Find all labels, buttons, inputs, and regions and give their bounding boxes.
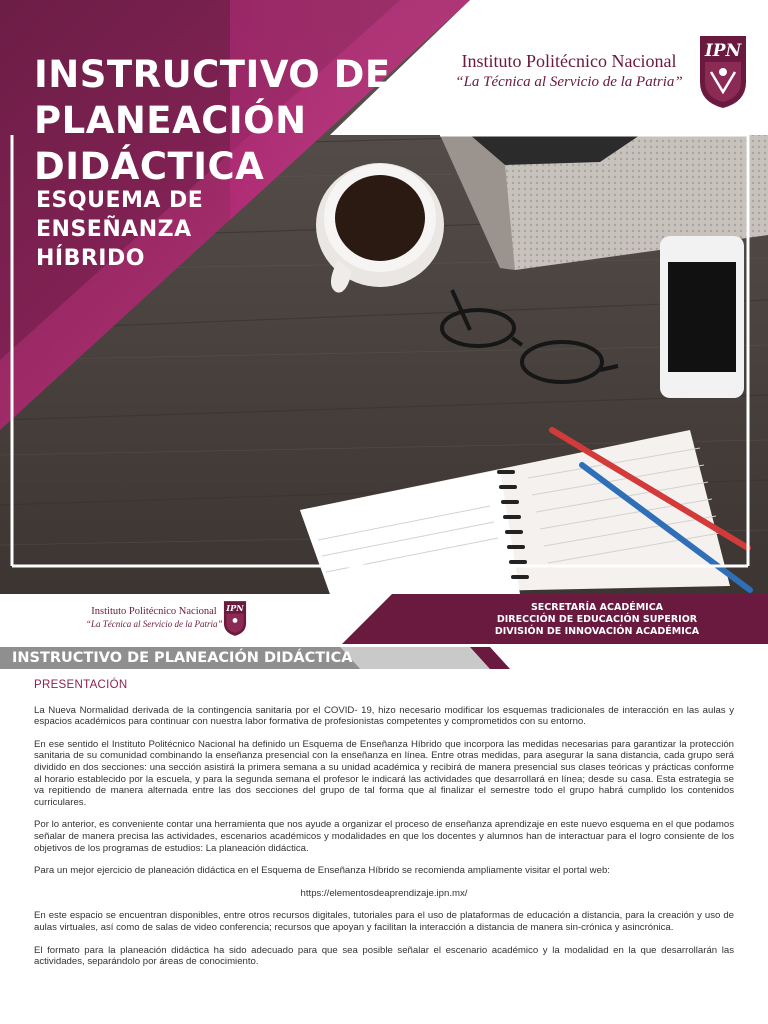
secretaria-line: DIRECCIÓN DE EDUCACIÓN SUPERIOR	[496, 614, 698, 625]
secretaria-line: SECRETARÍA ACADÉMICA	[530, 602, 664, 613]
presentation-page	[0, 594, 768, 1024]
paragraph: La Nueva Normalidad derivada de la contingencia sanitaria por el COVID- 19, hizo necesario modificar los esquemas tradicionales de interacción en las aulas y espacios académicos para continuar con nuestra labor formativa de profesionistas competentes y comprometidos con su entorno.	[34, 704, 734, 728]
secretaria-lines	[442, 602, 752, 638]
paragraph: El formato para la planeación didáctica ha sido adecuado para que sea posible señalar el escenario académico y la modalidad en la que desarrollarán las actividades, separándolo por áreas de conocimiento.	[34, 944, 734, 968]
institution-name: Instituto Politécnico Nacional	[461, 51, 677, 71]
institution-motto: “La Técnica al Servicio de la Patria”	[455, 74, 683, 90]
cover-title	[34, 52, 391, 190]
paragraph: Por lo anterior, es conveniente contar una herramienta que nos ayude a organizar el proceso de enseñanza aprendizaje en este nuevo esquema en el que podamos señalar de manera precisa las actividades, escenarios académicos y modalidades en que los docentes y alumnos han de interactuar para el logro consiente de los objetivos de los programas de estudios: La planeación didáctica.	[34, 819, 734, 854]
portal-url[interactable]: https://elementosdeaprendizaje.ipn.mx/	[300, 887, 468, 899]
cover-title-line: INSTRUCTIVO DE	[34, 53, 391, 96]
cover-title-line: DIDÁCTICA	[34, 145, 265, 188]
cover-subtitle-line: ESQUEMA DE	[36, 188, 204, 213]
logo-lettering: IPN	[226, 602, 244, 613]
presentation-content	[34, 680, 734, 979]
title-band	[0, 647, 768, 669]
ipn-logo	[696, 32, 750, 110]
institution-motto: “La Técnica al Servicio de la Patria”	[86, 619, 223, 629]
logo-lettering: IPN	[704, 41, 742, 61]
cover-title-line: PLANEACIÓN	[34, 99, 307, 142]
ipn-logo	[222, 598, 248, 638]
paragraph: Para un mejor ejercicio de planeación didáctica en el Esquema de Enseñanza Híbrido se recomienda ampliamente visitar el portal web:	[34, 865, 610, 877]
band-title: INSTRUCTIVO DE PLANEACIÓN DIDÁCTICA	[12, 650, 353, 666]
institution-name: Instituto Politécnico Nacional	[91, 606, 217, 617]
cover-subtitle-line: ENSEÑANZA	[36, 217, 192, 242]
cover-subtitle	[36, 186, 203, 273]
secretaria-line: DIVISIÓN DE INNOVACIÓN ACADÉMICA	[494, 626, 700, 637]
cover-institution	[446, 50, 692, 92]
cover-subtitle-line: HÍBRIDO	[36, 246, 145, 271]
paragraph: En este espacio se encuentran disponibles, entre otros recursos digitales, tutoriales para el uso de plataformas de educación a distancia, para la creación y uso de aulas virtuales, así como de salas de video conferencia; recursos que apoyan y facilitan la interacción a distancia de manera sin-crónica y asincrónica.	[34, 910, 734, 933]
paragraph: En ese sentido el Instituto Politécnico Nacional ha definido un Esquema de Enseñanza Híbrido que incorpora las medidas necesarias para garantizar la protección sanitaria de su comunidad combinando la enseñanza presencial con la enseñanza en línea. Entre otras medidas, para asegurar la sana distancia, cada grupo será dividido en dos secciones: una sección asistirá la primera semana a su unidad académica y recibirá de manera presencial sus clases teóricas y prácticas conforme al horario establecido por la escuela, y para la segunda semana el profesor le indicará las actividades que desarrollará en línea; desde su casa. Esta estrategia se va repitiendo de manera alternada entre las dos secciones del grupo de tal forma que al finalizar el semestre todo el grupo habrá cumplido los contenidos curriculares.	[34, 738, 734, 808]
secretaria-banner	[342, 594, 768, 644]
header-institution	[86, 605, 222, 630]
section-heading: PRESENTACIÓN	[34, 679, 128, 691]
